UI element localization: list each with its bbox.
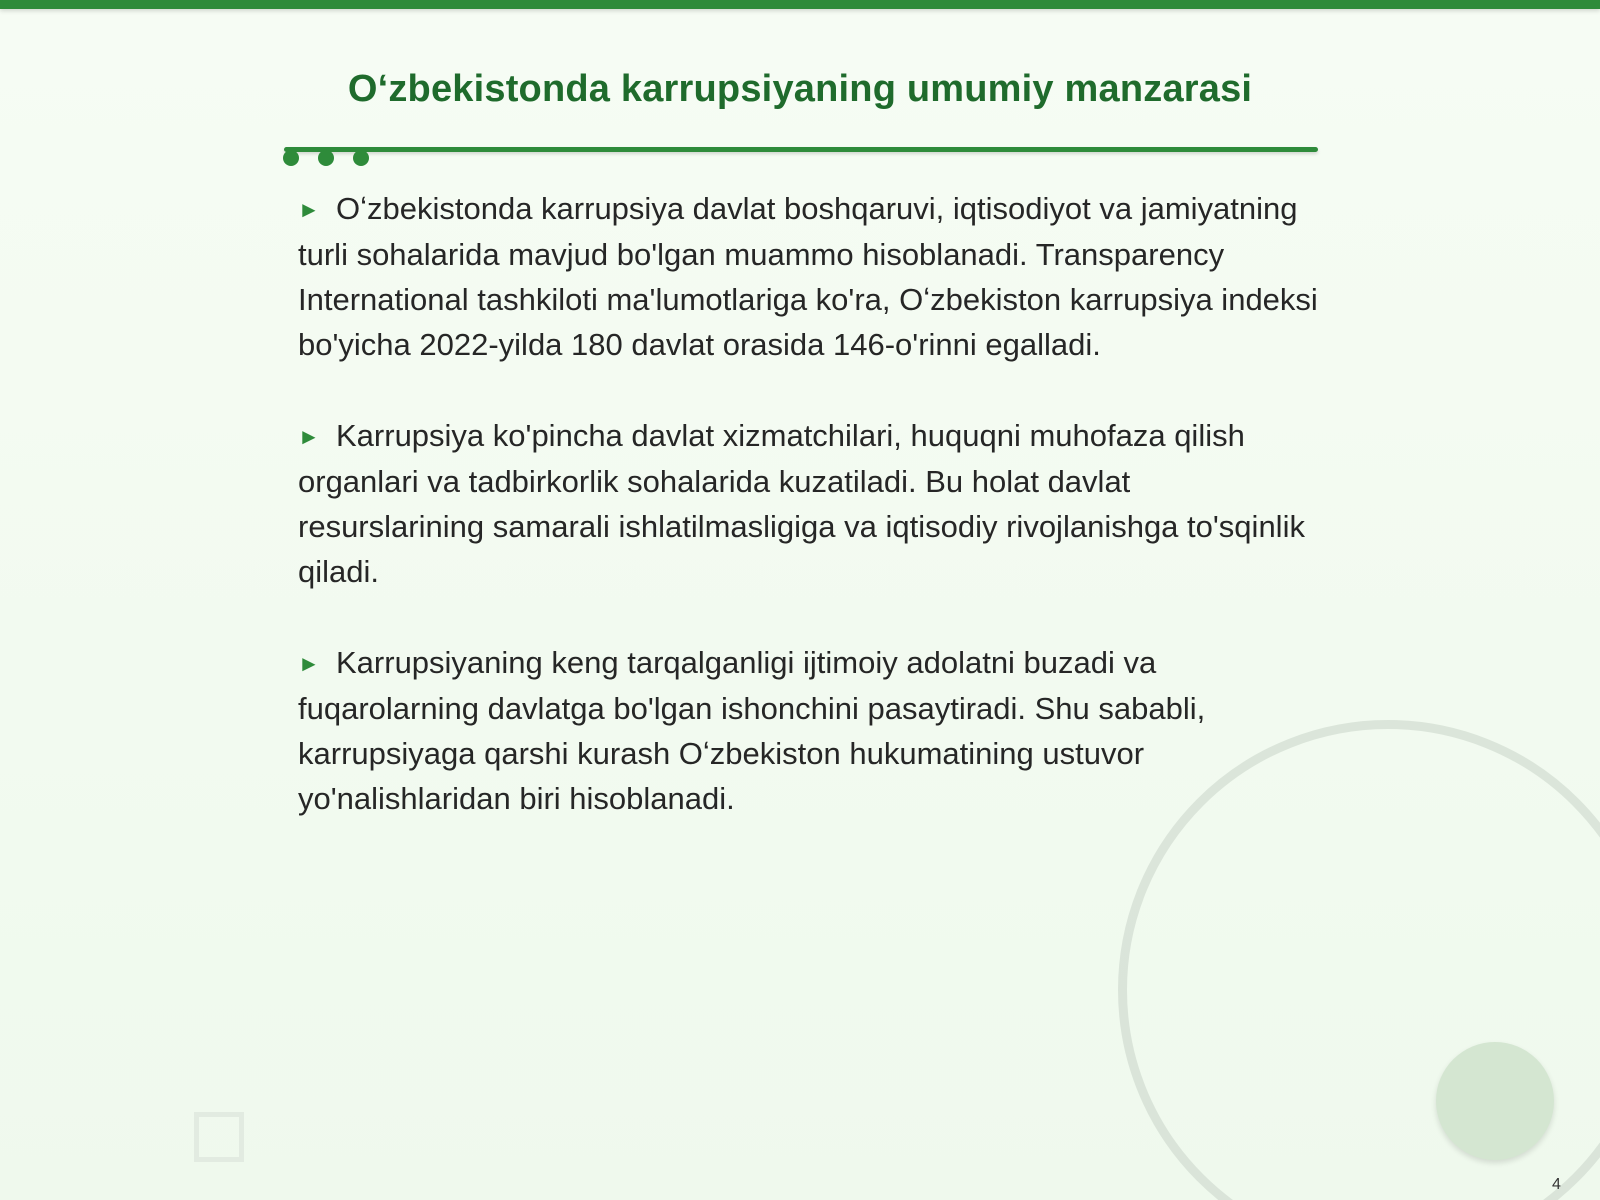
title-underline	[284, 147, 1318, 152]
decorative-small-circle	[1436, 1042, 1554, 1160]
bullet-list	[298, 186, 1318, 867]
bullet-item-1	[298, 186, 1318, 367]
bullet-text-3: Karrupsiyaning keng tarqalganligi ijtimoiy adolatni buzadi va fuqarolarning davlatga bo'lgan ishonchini pasaytiradi. Shu sababli, karrupsiyaga qarshi kurash Oʻzbekiston hukumatining ustuvor yo'nalishlaridan biri hisoblanadi.	[298, 645, 1206, 816]
bullet-text-2: Karrupsiya ko'pincha davlat xizmatchilari, huquqni muhofaza qilish organlari va tadbirkorlik sohalarida kuzatiladi. Bu holat davlat resurslarining samarali ishlatilmasligiga va iqtisodiy rivojlanishga to'sqinlik qiladi.	[298, 418, 1305, 589]
bullet-text-1: Oʻzbekistonda karrupsiya davlat boshqaruvi, iqtisodiyot va jamiyatning turli sohalarida mavjud bo'lgan muammo hisoblanadi. Transparency International tashkiloti ma'lumotlariga ko'ra, Oʻzbekiston karrupsiya indeksi bo'yicha 2022-yilda 180 davlat orasida 146-o'rinni egalladi.	[298, 191, 1318, 362]
decorative-dot-3	[353, 150, 369, 166]
decorative-dot-2	[318, 150, 334, 166]
top-accent-bar	[0, 0, 1600, 9]
decorative-square	[194, 1112, 244, 1162]
bullet-arrow-icon: ►	[298, 197, 320, 222]
bullet-item-3	[298, 640, 1318, 821]
slide-title: Oʻzbekistonda karrupsiyaning umumiy manzarasi	[347, 68, 1253, 110]
page-number: 4	[1552, 1176, 1561, 1193]
bullet-item-2	[298, 413, 1318, 594]
decorative-dot-1	[283, 150, 299, 166]
bullet-arrow-icon: ►	[298, 651, 320, 676]
bullet-arrow-icon: ►	[298, 424, 320, 449]
